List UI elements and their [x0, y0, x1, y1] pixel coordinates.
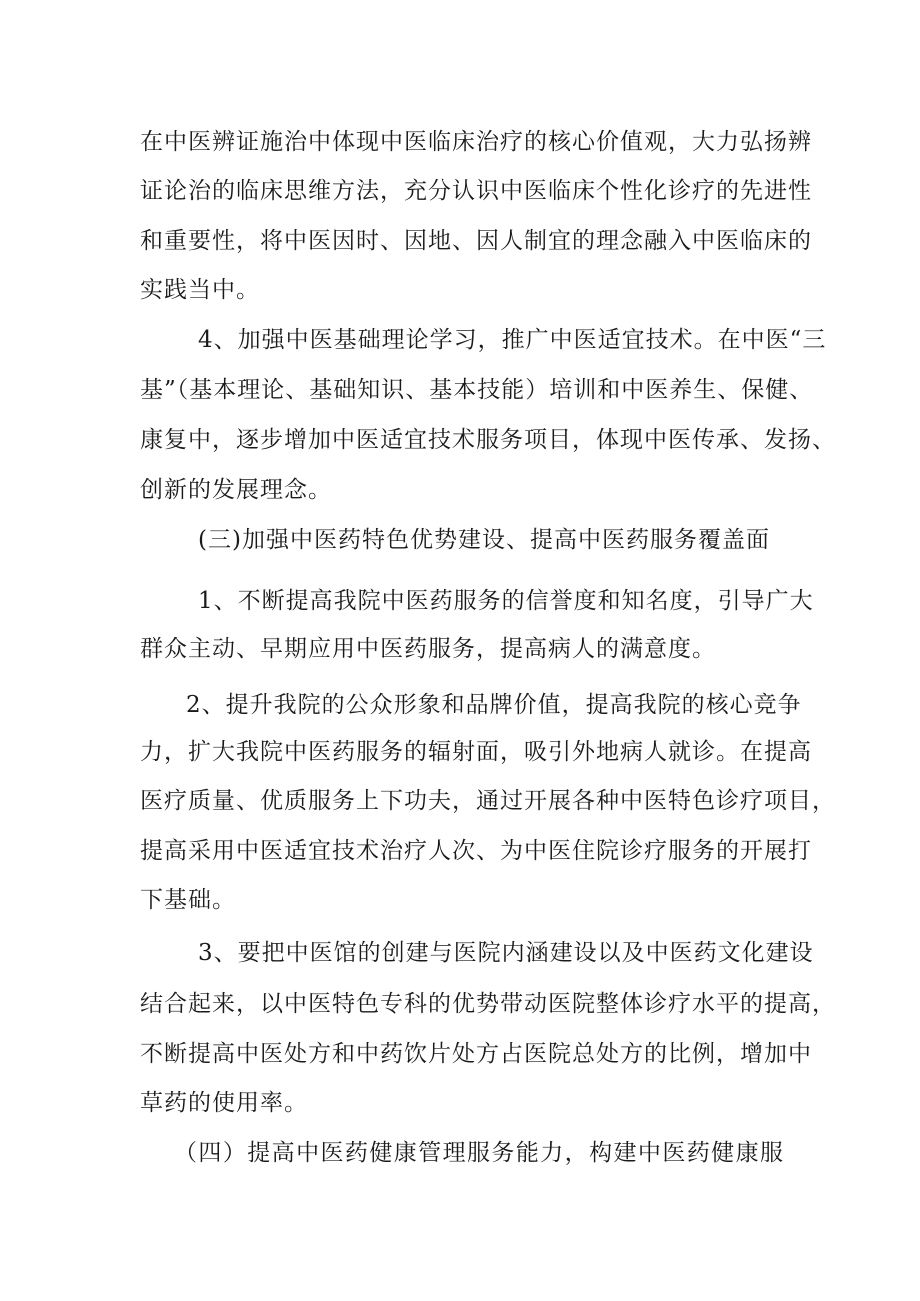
- text-line: 下基础。: [140, 887, 236, 913]
- item-1-first-line: 1、不断提高我院中医药服务的信誉度和知名度，引导广大: [198, 588, 814, 614]
- text-line: 实践当中。: [140, 277, 260, 303]
- text-line: 基”（基本理论、基础知识、基本技能）培训和中医养生、保健、: [140, 377, 814, 403]
- text-line: 医疗质量、优质服务上下功夫，通过开展各种中医特色诊疗项目，: [140, 788, 836, 814]
- section-heading-4: （四）提高中医药健康管理服务能力，构建中医药健康服: [174, 1140, 784, 1166]
- text-line: 不断提高中医处方和中药饮片处方占医院总处方的比例，增加中: [140, 1041, 812, 1067]
- text-line: 力，扩大我院中医药服务的辐射面，吸引外地病人就诊。在提高: [140, 739, 812, 765]
- item-3-first-line: 3、要把中医馆的创建与医院内涵建设以及中医药文化建设: [198, 940, 814, 966]
- text-line: 提高采用中医适宜技术治疗人次、为中医住院诊疗服务的开展打: [140, 838, 812, 864]
- text-line: 群众主动、早期应用中医药服务，提高病人的满意度。: [140, 636, 716, 662]
- text-line: 在中医辨证施治中体现中医临床治疗的核心价值观，大力弘扬辨: [140, 129, 812, 155]
- text-line: 创新的发展理念。: [140, 477, 332, 503]
- text-line: 草药的使用率。: [140, 1090, 308, 1116]
- text-line: 康复中，逐步增加中医适宜技术服务项目，体现中医传承、发扬、: [140, 427, 836, 453]
- section-heading-3: (三)加强中医药特色优势建设、提高中医药服务覆盖面: [198, 527, 770, 553]
- item-2-first-line: 2、提升我院的公众形象和品牌价值，提高我院的核心竞争: [186, 692, 802, 718]
- text-line: 证论治的临床思维方法，充分认识中医临床个性化诊疗的先进性: [140, 178, 812, 204]
- text-line: 结合起来，以中医特色专科的优势带动医院整体诊疗水平的提高，: [140, 991, 836, 1017]
- paragraph-4-heading-line: 4、加强中医基础理论学习，推广中医适宜技术。在中医“三: [198, 327, 827, 353]
- text-line: 和重要性，将中医因时、因地、因人制宜的理念融入中医临床的: [140, 228, 812, 254]
